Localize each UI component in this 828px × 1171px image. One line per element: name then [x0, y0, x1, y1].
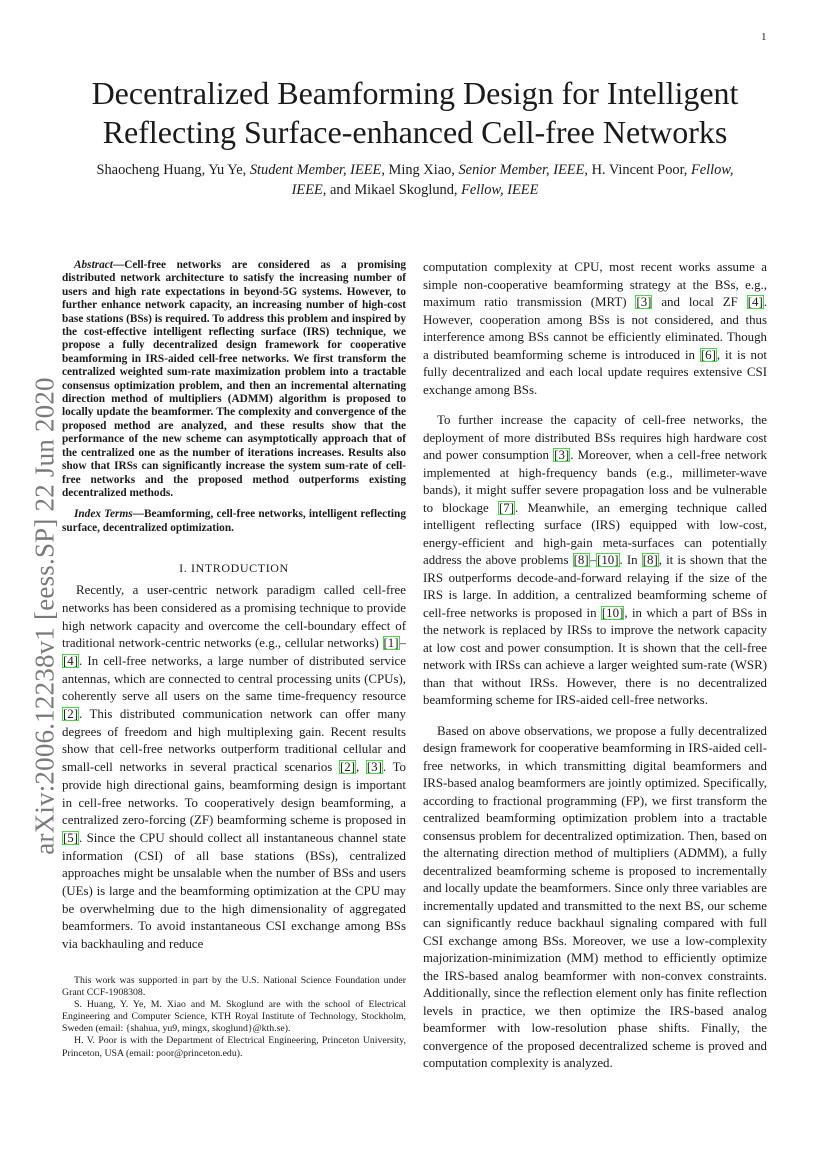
citation-link[interactable]: [8] [642, 553, 658, 567]
author-names: Shaocheng Huang, Yu Ye, [96, 162, 250, 178]
author-list [60, 160, 770, 200]
text-run: , in which a part of BSs in the network is replaced by IRSs to improve the network capacity at low cost and power consumption. It is shown that the cell-free network with IRSs can achieve a larger weighted sum-rate (WSR) than that without IRSs. However, there is no decentralized beamforming scheme for IRS-aided cell-free networks. [423, 605, 767, 707]
footnote-funding: This work was supported in part by the U.S. National Science Foundation under Grant CCF-1908308. [62, 975, 406, 999]
text-run: . This distributed communication network can offer many degrees of freedom and high multiplexing gain. Recent results show that cell-free networks outperform traditional cellular and small-cell networks in several practical scenarios [62, 707, 406, 775]
text-run: Recently, a user-centric network paradigm called cell-free networks has been considered as a promising technique to provide high network capacity and overcome the cell-boundary effect of traditional network-centric networks (e.g., cellular networks) [62, 583, 406, 651]
title-line-2: Reflecting Surface-enhanced Cell-free Networks [102, 114, 728, 150]
citation-link[interactable]: [4] [747, 295, 763, 309]
arxiv-stamp-text: arXiv:2006.12238v1 [eess.SP] 22 Jun 2020 [29, 376, 60, 855]
author-names: , Ming Xiao, [381, 162, 459, 178]
footnotes [62, 975, 406, 1060]
citation-link[interactable]: [7] [498, 500, 515, 515]
text-run: – [399, 636, 406, 651]
author-role: Fellow, IEEE [461, 182, 539, 198]
author-role: Fellow, [691, 162, 734, 178]
text-run: computation complexity at CPU, most recent works assume a simple non-cooperative beamforming strategy at the BSs, e.g., maximum ratio transmission (MRT) [423, 260, 767, 309]
section-heading: I. INTRODUCTION [179, 561, 289, 576]
author-role: IEEE [291, 182, 323, 198]
abstract-label: Abstract [74, 259, 113, 271]
text-run: , it is not fully decentralized and each local update requires extensive CSI exchange among BSs. [423, 347, 768, 397]
author-names: , H. Vincent Poor, [584, 162, 691, 178]
text-run: – [589, 553, 597, 567]
author-names: , and Mikael Skoglund, [322, 182, 462, 198]
citation-link[interactable]: [2] [339, 760, 355, 775]
index-terms-label: Index Terms [74, 508, 133, 521]
body-paragraph: Based on above observations, we propose a fully decentralized design framework for cooperative beamforming in IRS-aided cell-free networks, in which transmitting digital beamformers and IRS-based analog beamformers are jointly optimized. Specifically, according to fractional programming (FP), we first transform the centralized beamforming optimization problem into a tractable consensus problem for decentralized optimization. Then, based on the alternating direction method of multipliers (ADMM), a fully decentralized beamforming scheme is proposed to incrementally and locally update the beamformers. Since only three variables are incrementally updated and transmitted to the next BS, our scheme can significantly reduce backhaul signaling compared with full CSI exchange among BSs. Moreover, we use a low-complexity majorization-minimization (MM) method to efficiently optimize the IRS-based analog beamformer with non-convex constraints. Additionally, since the reflection element only has finite reflection levels in practice, we then optimize the IRS-based analog beamformer with low-resolution phase shifts. Finally, the convergence of the proposed decentralized scheme is proved and computation complexity is analyzed. [423, 723, 767, 1070]
author-role: Senior Member, IEEE [458, 162, 585, 178]
left-column [62, 259, 406, 954]
text-run: . Meanwhile, an emerging technique called intelligent reflecting surface (IRS) equipped with low-cost, energy-efficient and high-gain meta-surfaces can potentially address the above problems [423, 500, 768, 567]
abstract-text: —Cell-free networks are considered as a promising distributed network architecture to satisfy the increasing number of users and high rate expectations in beyond-5G systems. However, to further enhance network capacity, an increasing number of high-cost base stations (BSs) is required. To address this problem and inspired by the cost-effective intelligent reflecting surface (IRS) technique, we propose a fully decentralized design framework for cooperative beamforming in IRS-aided cell-free networks. We first transform the centralized weighted sum-rate maximization problem into a tractable consensus optimization problem, and then an incremental alternating direction method of multipliers (ADMM) algorithm is proposed to locally update the beamformer. The complexity and convergence of the proposed method are analyzed, and these results show that the performance of the new scheme can asymptotically approach that of the centralized one as the number of iterations increases. Results also show that IRSs can significantly increase the system sum-rate of cell-free networks and the proposed method outperforms existing decentralized methods. [62, 259, 406, 499]
text-run: . Since the CPU should collect all instantaneous channel state information (CSI) of all base stations (BSs), centralized approaches might be unsalable when the number of BSs and users (UEs) is large and the beamforming optimization at the CPU may be overwhelming due to the high dimensionality of aggregated beamformers. To avoid instantaneous CSI exchange among BSs via backhauling and reduce [62, 830, 406, 952]
citation-link[interactable]: [4] [63, 653, 79, 668]
body-paragraph [423, 259, 767, 399]
citation-link[interactable]: [10] [597, 553, 619, 567]
text-run: , [355, 760, 366, 775]
citation-link[interactable]: [6] [700, 347, 716, 362]
text-run: . Moreover, when a cell-free network implemented at high-frequency bands (e.g., millimeter-wave bands), it might suffer severe propagation loss and be vulnerable to blockage [423, 448, 767, 515]
citation-link[interactable]: [10] [601, 605, 624, 620]
citation-link[interactable]: [1] [383, 636, 399, 651]
text-run: . To provide high directional gains, beamforming design is important in cell-free networks. To cooperatively design beamforming, a centralized zero-forcing (ZF) beamforming scheme is proposed in [62, 760, 406, 828]
text-run: . In cell-free networks, a large number of distributed service antennas, which are connected to central processing units (CPUs), coherently serve all users on the same time-frequency resource [62, 653, 406, 704]
citation-link[interactable]: [2] [63, 707, 79, 722]
text-run: and local ZF [652, 295, 747, 309]
text-run: , it is shown that the IRS outperforms decode-and-forward relaying if the size of the IRS is large. In addition, a centralized beamforming scheme of cell-free networks is proposed in [423, 553, 767, 620]
citation-link[interactable]: [5] [63, 830, 79, 845]
body-paragraph [423, 412, 767, 710]
index-terms [62, 508, 406, 535]
text-run: . In [619, 553, 642, 567]
citation-link[interactable]: [3] [636, 295, 652, 309]
right-column [423, 259, 767, 1073]
title-line-1: Decentralized Beamforming Design for Intelligent [91, 75, 739, 111]
abstract [62, 259, 406, 500]
text-run: . However, cooperation among BSs is not considered, and thus interference among BSs cannot be efficiently eliminated. Though a distributed beamforming scheme is introduced in [423, 295, 767, 362]
author-role: Student Member, IEEE [249, 162, 382, 178]
citation-link[interactable]: [8] [573, 553, 589, 567]
footnote-affiliation-princeton: H. V. Poor is with the Department of Electrical Engineering, Princeton University, Princeton, USA (email: poor@princeton.edu). [62, 1035, 406, 1059]
footnote-affiliation-kth: S. Huang, Y. Ye, M. Xiao and M. Skoglund are with the school of Electrical Engineering and Computer Science, KTH Royal Institute of Technology, Stockholm, Sweden (email: {shahua, yu9, mingx, skoglund}@kth.se). [62, 999, 406, 1035]
citation-link[interactable]: [3] [554, 448, 570, 462]
text-run: To further increase the capacity of cell-free networks, the deployment of more distributed BSs requires high hardware cost and power consumption [423, 413, 767, 462]
paper-title [60, 74, 770, 152]
arxiv-stamp [26, 363, 64, 868]
page-number: 1 [761, 31, 767, 43]
index-terms-text: —Beamforming, cell-free networks, intelligent reflecting surface, decentralized optimization. [62, 508, 406, 534]
intro-paragraph [62, 582, 406, 954]
citation-link[interactable]: [3] [366, 760, 382, 775]
